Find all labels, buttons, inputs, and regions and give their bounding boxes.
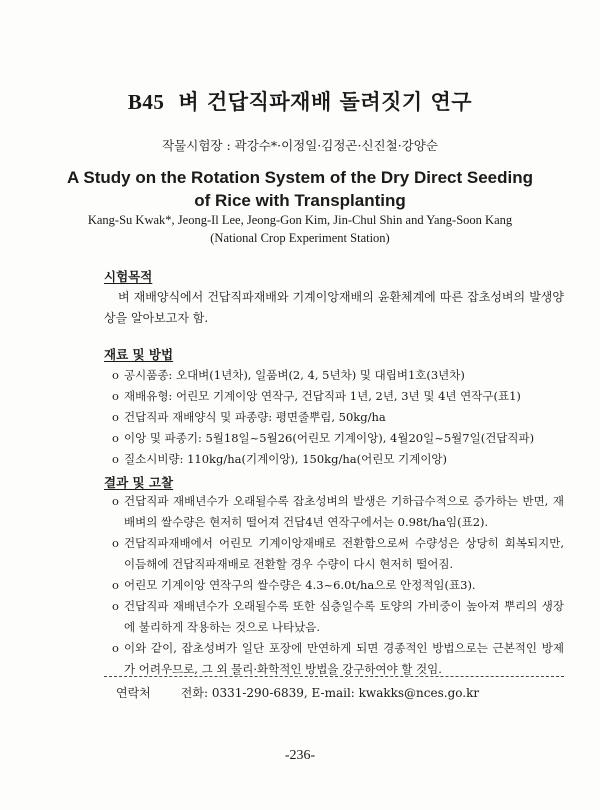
- objective-paragraph: [104, 287, 564, 329]
- bullet-marker: o: [112, 410, 119, 424]
- objective-text: 벼 재배양식에서 건답직파재배와 기계이앙재배의 윤환체계에 따른 잡초성벼의 발생양상을 알아보고자 함.: [104, 290, 564, 325]
- list-item: o 건답직파 재배양식 및 파종량: 평면줄뿌림, 50kg/ha: [112, 407, 564, 428]
- list-item: o 이와 같이, 잡초성벼가 일단 포장에 만연하게 되면 경종적인 방법으로는 근본적인 방제가 어려우므로, 그 외 물리·화학적인 방법을 강구하여야 할 것임.: [112, 638, 564, 680]
- results-heading: 결과 및 고찰: [104, 475, 174, 490]
- title-english-line-2: of Rice with Transplanting: [194, 191, 406, 210]
- bullet-marker: o: [112, 578, 119, 592]
- list-item: o 질소시비량: 110kg/ha(기계이앙), 150kg/ha(어린모 기계이앙): [112, 449, 564, 470]
- bullet-marker: o: [112, 452, 119, 466]
- contact-details: 전화: 0331-290-6839, E-mail: kwakks@nces.go.kr: [180, 686, 480, 700]
- page-number: -236-: [284, 748, 316, 763]
- list-item: o 재배유형: 어린모 기계이앙 연작구, 건답직파 1년, 2년, 3년 및 4년 연작구(표1): [112, 386, 564, 407]
- authors-english: Kang-Su Kwak*, Jeong-Il Lee, Jeong-Gon Kim, Jin-Chul Shin and Yang-Soon Kang: [87, 213, 513, 227]
- list-item: o 건답직파 재배년수가 오래될수록 잡초성벼의 발생은 기하급수적으로 증가하는 반면, 재배벼의 쌀수량은 현저히 떨어져 건답4년 연작구에서는 0.98t/ha임(표2).: [112, 491, 564, 533]
- authors-korean: 작물시험장 : 곽강수*·이정일·김정곤·신진철·강양순: [162, 138, 438, 153]
- affiliation: (National Crop Experiment Station): [210, 231, 390, 245]
- paper-title: [0, 86, 600, 116]
- bullet-marker: o: [112, 368, 119, 382]
- results-list: [112, 491, 564, 680]
- list-item: o 건답직파재배에서 어린모 기계이앙재배로 전환함으로써 수량성은 상당히 회복되지만, 이듬해에 건답직파재배로 전환할 경우 수량이 다시 현저히 떨어짐.: [112, 533, 564, 575]
- list-item: o 어린모 기계이앙 연작구의 쌀수량은 4.3~6.0t/ha으로 안정적임(표3).: [112, 575, 564, 596]
- section-divider: [104, 676, 564, 677]
- contact-line: [116, 684, 479, 701]
- bullet-marker: o: [112, 599, 119, 613]
- materials-heading: 재료 및 방법: [104, 347, 174, 362]
- list-item: o 건답직파 재배년수가 오래될수록 또한 심층일수록 토양의 가비중이 높아져 뿌리의 생장에 불리하게 작용하는 것으로 나타났음.: [112, 596, 564, 638]
- bullet-marker: o: [112, 641, 119, 655]
- objective-heading: 시험목적: [104, 269, 153, 284]
- list-item: o 이앙 및 파종기: 5월18일~5월26(어린모 기계이앙), 4월20일~5월7일(건답직파): [112, 428, 564, 449]
- title-english-line-1: A Study on the Rotation System of the Dry Direct Seeding: [67, 168, 533, 187]
- bullet-marker: o: [112, 389, 119, 403]
- paper-title-english: [0, 166, 600, 212]
- bullet-marker: o: [112, 494, 119, 508]
- bullet-marker: o: [112, 431, 119, 445]
- list-item: o 공시품종: 오대벼(1년차), 일품벼(2, 4, 5년차) 및 대립벼1호(3년차): [112, 365, 564, 386]
- bullet-marker: o: [112, 536, 119, 550]
- paper-title-korean: 벼 건답직파재배 돌려짓기 연구: [178, 89, 473, 114]
- materials-list: [112, 365, 564, 470]
- contact-label: 연락처: [116, 686, 151, 700]
- paper-code: B45: [127, 90, 165, 114]
